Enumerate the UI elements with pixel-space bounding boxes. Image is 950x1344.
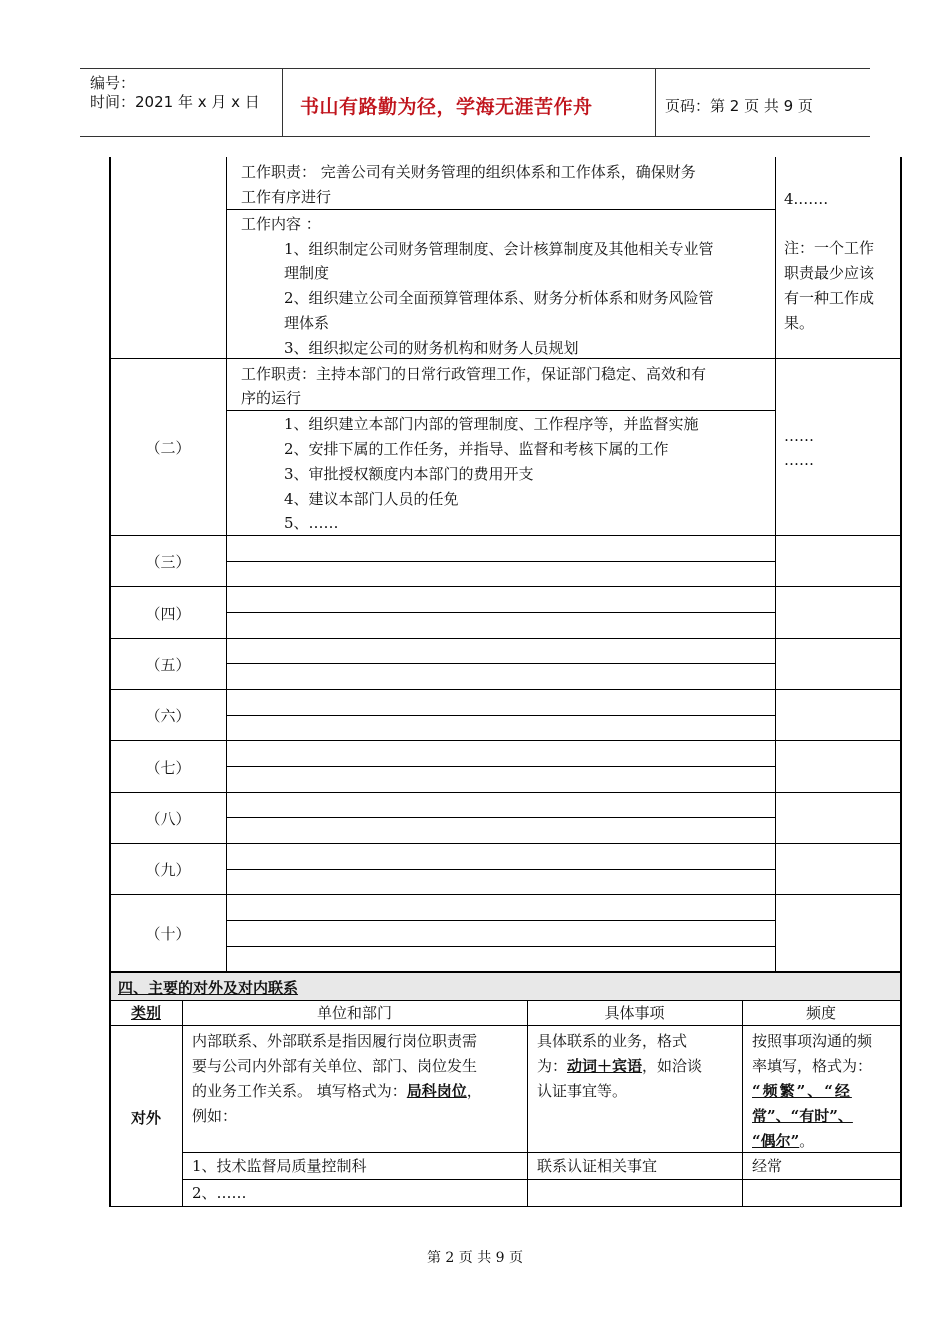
unit-description: 要与公司内外部有关单位、部门、岗位发生 xyxy=(192,1057,478,1075)
row-label: （五） xyxy=(145,656,191,674)
duty-item: 4、建议本部门人员的任免 xyxy=(284,490,459,508)
contact-frequency: 经常 xyxy=(752,1157,783,1175)
duty-responsibility-cont: 工作有序进行 xyxy=(241,188,332,206)
row-label-external: 对外 xyxy=(130,1109,161,1127)
row-label: （二） xyxy=(145,439,191,457)
duty-responsibility: 工作职责：主持本部门的日常行政管理工作，保证部门稳定、高效和有 xyxy=(241,365,707,383)
frequency-description: “频繁”、“经 xyxy=(752,1082,852,1100)
duty-item: 2、组织建立公司全面预算管理体系、财务分析体系和财务风险管 xyxy=(284,289,714,307)
header-divider xyxy=(655,68,656,136)
matter-description: 具体联系的业务，格式 xyxy=(537,1032,688,1050)
duty-note: 职责最少应该 xyxy=(784,264,875,282)
frequency-description: “偶尔”。 xyxy=(752,1132,815,1150)
matter-description: 认证事宜等。 xyxy=(537,1082,628,1100)
row-label: （十） xyxy=(145,925,191,943)
duty-note: 有一种工作成 xyxy=(784,289,875,307)
duty-responsibility: 工作职责： 完善公司有关财务管理的组织体系和工作体系，确保财务 xyxy=(241,163,696,181)
duty-item: 3、组织拟定公司的财务机构和财务人员规划 xyxy=(284,339,579,357)
header-page-label: 页码：第 2 页 共 9 页 xyxy=(665,97,813,115)
row-label: （四） xyxy=(145,605,191,623)
document-number-label: 编号： xyxy=(90,74,136,92)
unit-description: 的业务工作关系。 填写格式为：局科岗位， xyxy=(192,1082,482,1100)
header-divider xyxy=(282,68,283,136)
row-label: （六） xyxy=(145,707,191,725)
frequency-description: 按照事项沟通的频 xyxy=(752,1032,873,1050)
duty-item: 1、组织建立本部门内部的管理制度、工作程序等，并监督实施 xyxy=(284,415,699,433)
duty-result: …… xyxy=(784,427,814,445)
column-header-matter: 具体事项 xyxy=(604,1004,665,1022)
duty-item: 理体系 xyxy=(284,314,330,332)
row-label: （九） xyxy=(145,861,191,879)
document-date-label: 时间：2021 年 x 月 x 日 xyxy=(90,93,260,111)
frequency-description: 常”、“有时”、 xyxy=(752,1107,853,1125)
duty-note: 果。 xyxy=(784,314,815,332)
section-title: 四、主要的对外及对内联系 xyxy=(118,979,299,997)
duty-item: 1、组织制定公司财务管理制度、会计核算制度及其他相关专业管 xyxy=(284,240,714,258)
duty-result: 4.…… xyxy=(784,190,829,208)
column-header-type: 类别 xyxy=(130,1004,161,1022)
column-header-unit: 单位和部门 xyxy=(316,1004,392,1022)
row-label: （七） xyxy=(145,759,191,777)
frequency-description: 率填写，格式为： xyxy=(752,1057,873,1075)
row-label: （三） xyxy=(145,553,191,571)
header-bottom-rule xyxy=(80,136,870,137)
column-header-frequency: 频度 xyxy=(805,1004,836,1022)
contact-unit: 1、技术监督局质量控制科 xyxy=(192,1157,367,1175)
header-motto: 书山有路勤为径，学海无涯苦作舟 xyxy=(300,96,593,118)
header-top-rule xyxy=(80,68,870,69)
matter-description: 为：动词＋宾语，如洽谈 xyxy=(537,1057,703,1075)
duty-item: 5、…… xyxy=(284,514,339,532)
duty-item: 3、审批授权额度内本部门的费用开支 xyxy=(284,465,534,483)
duty-responsibility-cont: 序的运行 xyxy=(241,389,302,407)
duty-item: 理制度 xyxy=(284,264,330,282)
duty-item: 2、安排下属的工作任务，并指导、监督和考核下属的工作 xyxy=(284,440,669,458)
contact-unit: 2、…… xyxy=(192,1184,247,1202)
duty-note: 注：一个工作 xyxy=(784,239,875,257)
page-footer: 第 2 页 共 9 页 xyxy=(426,1250,524,1266)
contact-matter: 联系认证相关事宜 xyxy=(537,1157,658,1175)
unit-description: 内部联系、外部联系是指因履行岗位职责需 xyxy=(192,1032,478,1050)
duty-result: …… xyxy=(784,451,814,469)
unit-description: 例如： xyxy=(192,1107,238,1125)
row-label: （八） xyxy=(145,810,191,828)
duty-content-title: 工作内容 ： xyxy=(241,215,321,233)
